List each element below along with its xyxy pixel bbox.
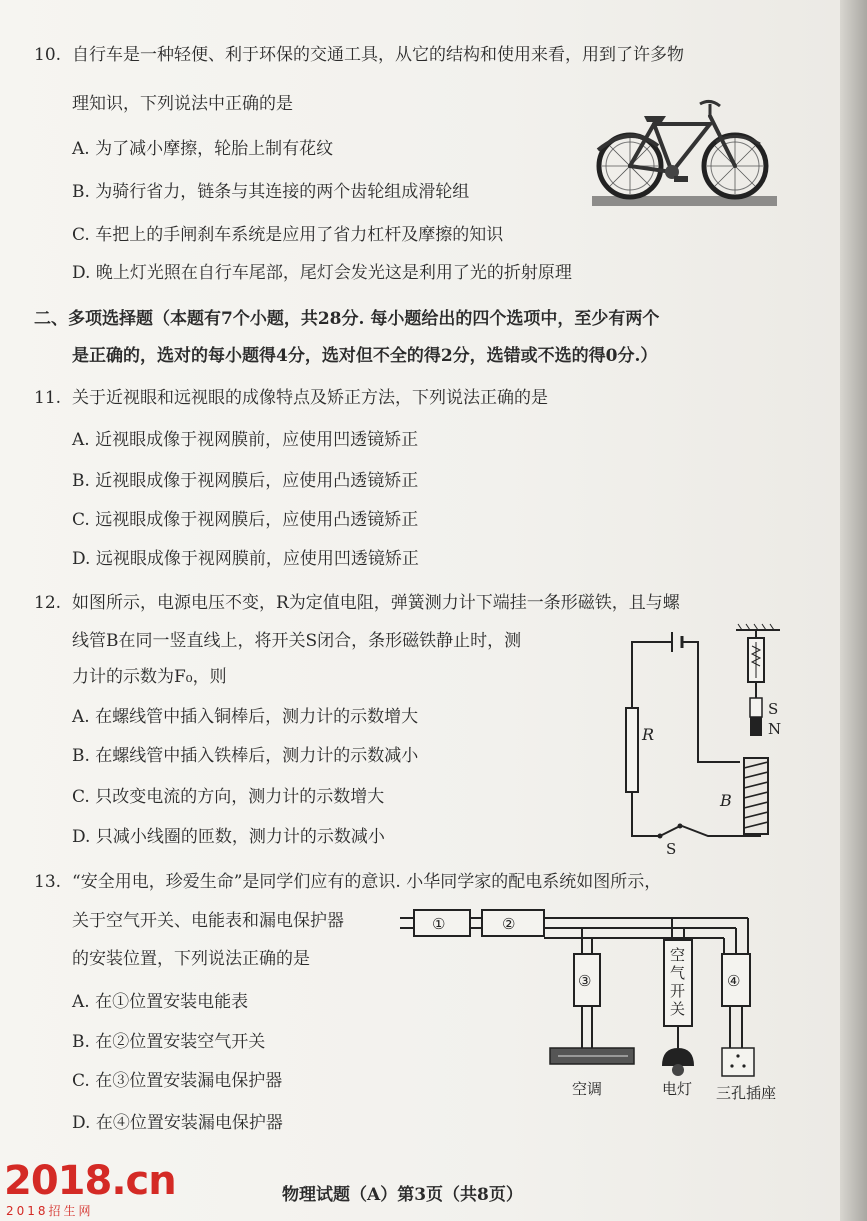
q11-option-a: A. 近视眼成像于视网膜前，应使用凹透镜矫正 [72,430,419,450]
box-3-label: ③ [578,972,592,990]
q12-option-a: A. 在螺线管中插入铜棒后，测力计的示数增大 [72,707,419,727]
box-1-label: ① [432,915,446,933]
q11-option-b: B. 近视眼成像于视网膜后，应使用凸透镜矫正 [72,471,419,491]
lamp-label: 电灯 [662,1080,693,1098]
section2-heading-line1: 二、多项选择题（本题有7个小题，共28分. 每小题给出的四个选项中，至少有两个 [34,309,660,329]
box-4-label: ④ [727,972,741,990]
air-switch-char-2: 气 [670,964,686,982]
resistor-r [626,708,638,792]
q10-stem-line2: 理知识，下列说法中正确的是 [72,94,293,114]
q11-stem: 11. 关于近视眼和远视眼的成像特点及矫正方法，下列说法正确的是 [34,388,548,408]
watermark-logo: 2018.cn [4,1158,176,1204]
switch-label: S [666,840,677,858]
q10-option-d: D. 晚上灯光照在自行车尾部，尾灯会发光这是利用了光的折射原理 [72,263,572,283]
q13-option-d: D. 在④位置安装漏电保护器 [72,1113,283,1133]
q11-number: 11. [34,388,62,408]
q11-option-d: D. 远视眼成像于视网膜前，应使用凹透镜矫正 [72,549,419,569]
box-2-label: ② [502,915,516,933]
q13-option-c: C. 在③位置安装漏电保护器 [72,1071,283,1091]
q13-option-b: B. 在②位置安装空气开关 [72,1032,266,1052]
q12-option-d: D. 只减小线圈的匝数，测力计的示数减小 [72,827,385,847]
air-switch-char-3: 开 [670,982,686,1000]
q13-number: 13. [34,872,62,892]
q10-option-c: C. 车把上的手闸刹车系统是应用了省力杠杆及摩擦的知识 [72,225,504,245]
q10-number: 10. [34,45,62,65]
q13-option-a: A. 在①位置安装电能表 [72,992,249,1012]
page-edge-shadow [840,0,867,1221]
q13-stem-line1: 13. “安全用电，珍爱生命”是同学们应有的意识. 小华同学家的配电系统如图所示， [34,872,662,892]
socket-label: 三孔插座 [716,1084,777,1102]
q12-option-c: C. 只改变电流的方向，测力计的示数增大 [72,787,385,807]
q12-stem-line1: 12. 如图所示，电源电压不变，R为定值电阻，弹簧测力计下端挂一条形磁铁，且与螺 [34,593,680,613]
magnet-n-pole: N [768,720,782,738]
q11-option-c: C. 远视眼成像于视网膜后，应使用凸透镜矫正 [72,510,419,530]
q13-stem-line2: 关于空气开关、电能表和漏电保护器 [72,911,344,931]
magnet-s-pole: S [768,700,779,718]
q10-option-b: B. 为骑行省力，链条与其连接的两个齿轮组成滑轮组 [72,182,470,202]
air-conditioner-icon [550,1048,634,1064]
ac-label: 空调 [572,1080,603,1098]
air-switch-char-1: 空 [670,946,686,964]
page-footer: 物理试题（A）第3页（共8页） [282,1185,523,1205]
distribution-system-figure [400,906,800,1106]
solenoid-label: B [720,791,732,810]
section2-heading-line2: 是正确的，选对的每小题得4分，选对但不全的得2分，选错或不选的得0分.） [72,346,658,366]
q12-option-b: B. 在螺线管中插入铁棒后，测力计的示数减小 [72,746,419,766]
q12-stem-line3: 力计的示数为F₀，则 [72,667,227,687]
q12-stem-line2: 线管B在同一竖直线上，将开关S闭合，条形磁铁静止时，测 [72,631,522,651]
q12-number: 12. [34,593,62,613]
watermark-subtitle: 2018招生网 [6,1204,94,1218]
q10-stem-line1: 10. 自行车是一种轻便、利于环保的交通工具，从它的结构和使用来看，用到了许多物 [34,45,684,65]
q13-stem-line3: 的安装位置，下列说法正确的是 [72,949,310,969]
solenoid-circuit-figure [620,622,800,858]
q10-option-a: A. 为了减小摩擦，轮胎上制有花纹 [72,139,334,159]
air-switch-char-4: 关 [670,1000,686,1018]
resistor-label: R [642,725,655,744]
lamp-icon [662,1048,694,1076]
socket-icon [722,1048,754,1076]
bicycle-figure [592,94,777,209]
